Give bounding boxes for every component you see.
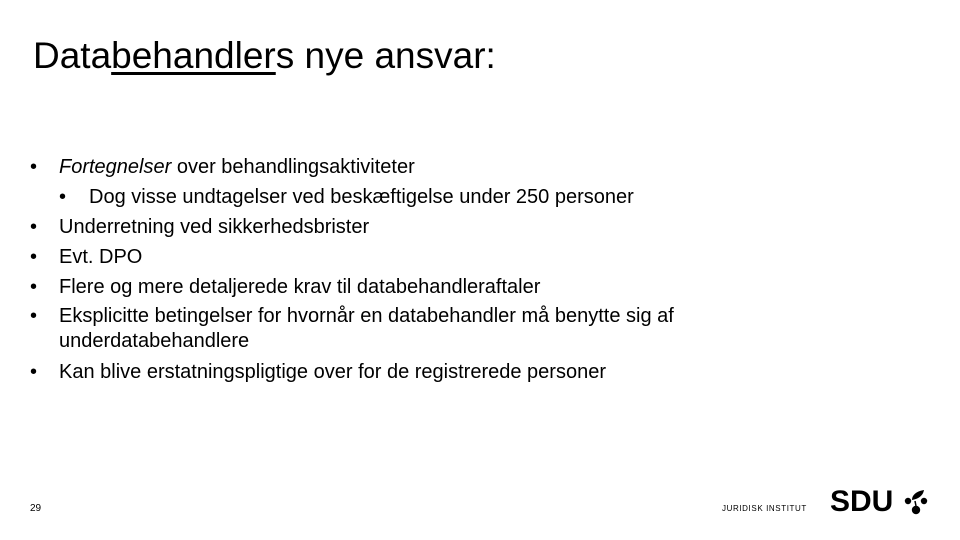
bullet-dot: • bbox=[30, 216, 38, 238]
bullet-text: Evt. DPO bbox=[59, 246, 143, 268]
bullet-text: over behandlingsaktiviteter bbox=[171, 156, 415, 178]
bullet-dot: • bbox=[30, 156, 38, 178]
title-part-3: s nye ansvar: bbox=[275, 35, 496, 76]
bullet-text: Dog visse undtagelser ved beskæftigelse under 250 personer bbox=[89, 186, 634, 208]
bullet-dot: • bbox=[30, 276, 38, 298]
bullet-item bbox=[30, 302, 759, 357]
bullet-dot: • bbox=[30, 305, 38, 327]
bullet-list bbox=[30, 152, 910, 387]
sdu-logo bbox=[830, 484, 930, 520]
logo-text: SDU bbox=[830, 485, 894, 518]
bullet-dot: • bbox=[30, 246, 38, 268]
bullet-text: Flere og mere detaljerede krav til databehandleraftaler bbox=[59, 276, 541, 298]
bullet-item bbox=[30, 242, 910, 272]
bullet-text: Kan blive erstatningspligtige over for de registrerede personer bbox=[59, 361, 606, 383]
sub-bullet-item bbox=[30, 182, 910, 212]
page-number: 29 bbox=[30, 503, 42, 514]
slide-title bbox=[33, 32, 496, 80]
bullet-item bbox=[30, 357, 910, 387]
bullet-dot: • bbox=[59, 186, 67, 208]
bullet-dot: • bbox=[30, 361, 38, 383]
bullet-italic-text: Fortegnelser bbox=[59, 156, 172, 178]
institute-label: JURIDISK INSTITUT bbox=[722, 504, 807, 513]
title-part-underlined: behandler bbox=[111, 35, 276, 76]
bullet-text: Underretning ved sikkerhedsbrister bbox=[59, 216, 370, 238]
bullet-item bbox=[30, 212, 910, 242]
sdu-leaf-icon bbox=[902, 486, 930, 516]
bullet-item bbox=[30, 272, 910, 302]
bullet-item bbox=[30, 152, 910, 182]
title-part-1: Data bbox=[33, 35, 112, 76]
bullet-text: Eksplicitte betingelser for hvornår en databehandler må benytte sig af underdatabehandlere bbox=[59, 305, 674, 352]
